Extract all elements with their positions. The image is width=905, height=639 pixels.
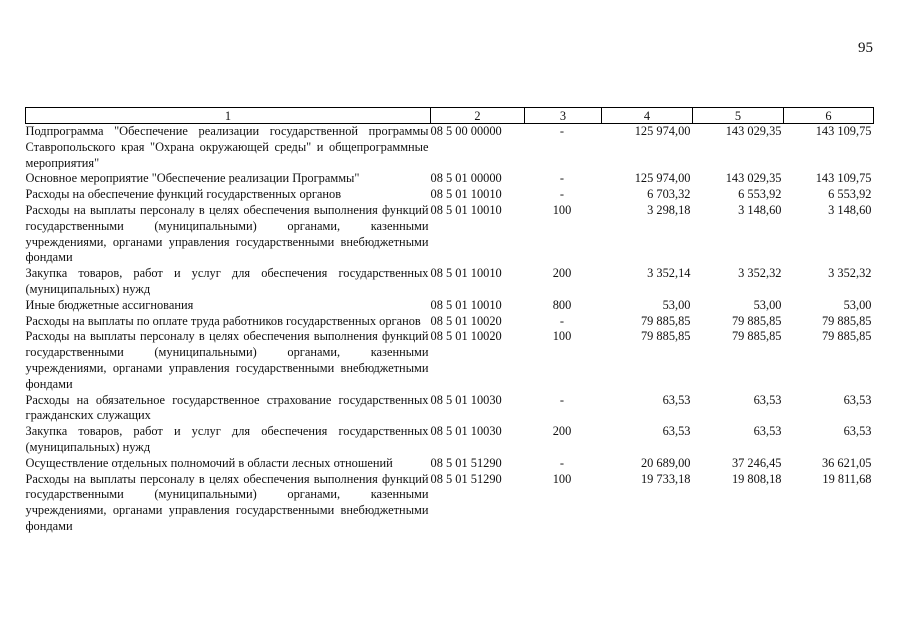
table-row [26,124,874,172]
row-value-col4: 79 885,85 [640,313,691,328]
row-value-col6: 79 885,85 [821,313,872,328]
row-value-col4: 19 733,18 [640,471,691,486]
row-value-col6: 3 352,32 [828,266,872,281]
row-value-col5: 63,53 [753,392,782,407]
row-value-col5: 3 148,60 [738,202,782,217]
row-code: 08 5 01 10010 [430,202,502,217]
row-value-col6: 79 885,85 [821,329,872,344]
row-value-col4: 63,53 [662,424,691,439]
row-code: 08 5 01 10010 [430,297,502,312]
page-number: 95 [858,40,873,56]
row-description: Закупка товаров, работ и услуг для обеспечения государственных (муниципальных) нужд [25,424,429,454]
row-expense-type: - [559,124,565,138]
row-value-col6: 19 811,68 [822,471,872,486]
row-description: Иные бюджетные ассигнования [25,297,194,312]
table-header-row [26,108,874,124]
row-description: Расходы на обеспечение функций государственных органов [25,187,342,202]
row-value-col5: 19 808,18 [731,471,782,486]
row-code: 08 5 01 10020 [430,313,502,328]
column-header: 2 [431,108,525,124]
column-header: 4 [602,108,693,124]
row-value-col6: 63,53 [843,424,872,439]
row-code: 08 5 01 10020 [430,329,502,344]
row-code: 08 5 01 10030 [430,424,502,439]
table-row [26,424,874,456]
row-description: Подпрограмма "Обеспечение реализации государственной программы Ставропольского края "Охрана окружающей среды" и общепрограммные мероприятия" [25,124,429,170]
table-row [26,456,874,472]
row-value-col5: 79 885,85 [731,329,782,344]
row-description: Расходы на обязательное государственное страхование государственных гражданских служащих [25,392,429,423]
row-value-col4: 6 703,32 [647,187,691,202]
row-value-col5: 143 029,35 [725,171,782,186]
table-row [26,472,874,535]
row-code: 08 5 01 10010 [430,187,502,202]
row-value-col5: 53,00 [753,297,782,312]
table-row [26,314,874,330]
row-value-col6: 63,53 [843,392,872,407]
row-code: 08 5 01 00000 [430,171,502,186]
row-code: 08 5 01 51290 [430,455,502,470]
table-row [26,329,874,392]
row-value-col6: 3 148,60 [828,202,872,217]
row-expense-type: - [559,313,565,328]
table-row [26,171,874,187]
table-body [26,124,874,535]
column-header: 3 [525,108,602,124]
row-value-col5: 79 885,85 [731,313,782,328]
row-value-col4: 79 885,85 [640,329,691,344]
row-expense-type: - [559,392,565,407]
row-value-col6: 36 621,05 [821,455,872,470]
budget-table [25,107,874,535]
row-code: 08 5 00 00000 [430,124,502,138]
row-description: Расходы на выплаты персоналу в целях обеспечения выполнения функций государственными (муниципальными) органами, казенными учреждениями, органами управления государственными внебюджетными фондами [25,202,429,265]
table-row [26,203,874,266]
row-value-col4: 53,00 [662,297,691,312]
row-value-col6: 53,00 [843,297,872,312]
row-expense-type: 100 [552,202,572,217]
table-row [26,187,874,203]
row-code: 08 5 01 51290 [430,471,502,486]
table-row [26,393,874,425]
column-header: 6 [784,108,874,124]
row-value-col6: 6 553,92 [828,187,872,202]
row-description: Расходы на выплаты по оплате труда работников государственных органов [25,313,421,328]
row-value-col4: 3 298,18 [647,202,691,217]
row-value-col5: 6 553,92 [738,187,782,202]
row-value-col5: 3 352,32 [738,266,782,281]
row-value-col4: 63,53 [662,392,691,407]
row-description: Расходы на выплаты персоналу в целях обеспечения выполнения функций государственными (муниципальными) органами, казенными учреждениями, органами управления государственными внебюджетными фондами [25,471,429,533]
row-description: Расходы на выплаты персоналу в целях обеспечения выполнения функций государственными (муниципальными) органами, казенными учреждениями, органами управления государственными внебюджетными фондами [25,329,429,391]
row-code: 08 5 01 10030 [430,392,502,407]
row-value-col4: 125 974,00 [634,124,691,138]
row-expense-type: 200 [552,266,572,281]
row-value-col4: 125 974,00 [634,171,691,186]
row-expense-type: - [559,187,565,202]
row-description: Закупка товаров, работ и услуг для обеспечения государственных (муниципальных) нужд [25,266,429,296]
row-value-col6: 143 109,75 [815,124,872,138]
row-expense-type: 800 [552,297,572,312]
table-row [26,298,874,314]
row-value-col5: 143 029,35 [725,124,782,138]
row-value-col6: 143 109,75 [815,171,872,186]
row-expense-type: 200 [552,424,572,439]
row-value-col5: 37 246,45 [731,455,782,470]
row-description: Осуществление отдельных полномочий в области лесных отношений [25,455,393,470]
column-header: 5 [693,108,784,124]
row-code: 08 5 01 10010 [430,266,502,281]
row-expense-type: 100 [552,471,572,486]
row-expense-type: 100 [552,329,572,344]
row-value-col4: 20 689,00 [640,455,691,470]
row-expense-type: - [559,455,565,470]
row-description: Основное мероприятие "Обеспечение реализации Программы" [25,171,360,186]
row-value-col5: 63,53 [753,424,782,439]
row-expense-type: - [559,171,565,186]
column-header: 1 [26,108,431,124]
table-row [26,266,874,298]
row-value-col4: 3 352,14 [647,266,691,281]
